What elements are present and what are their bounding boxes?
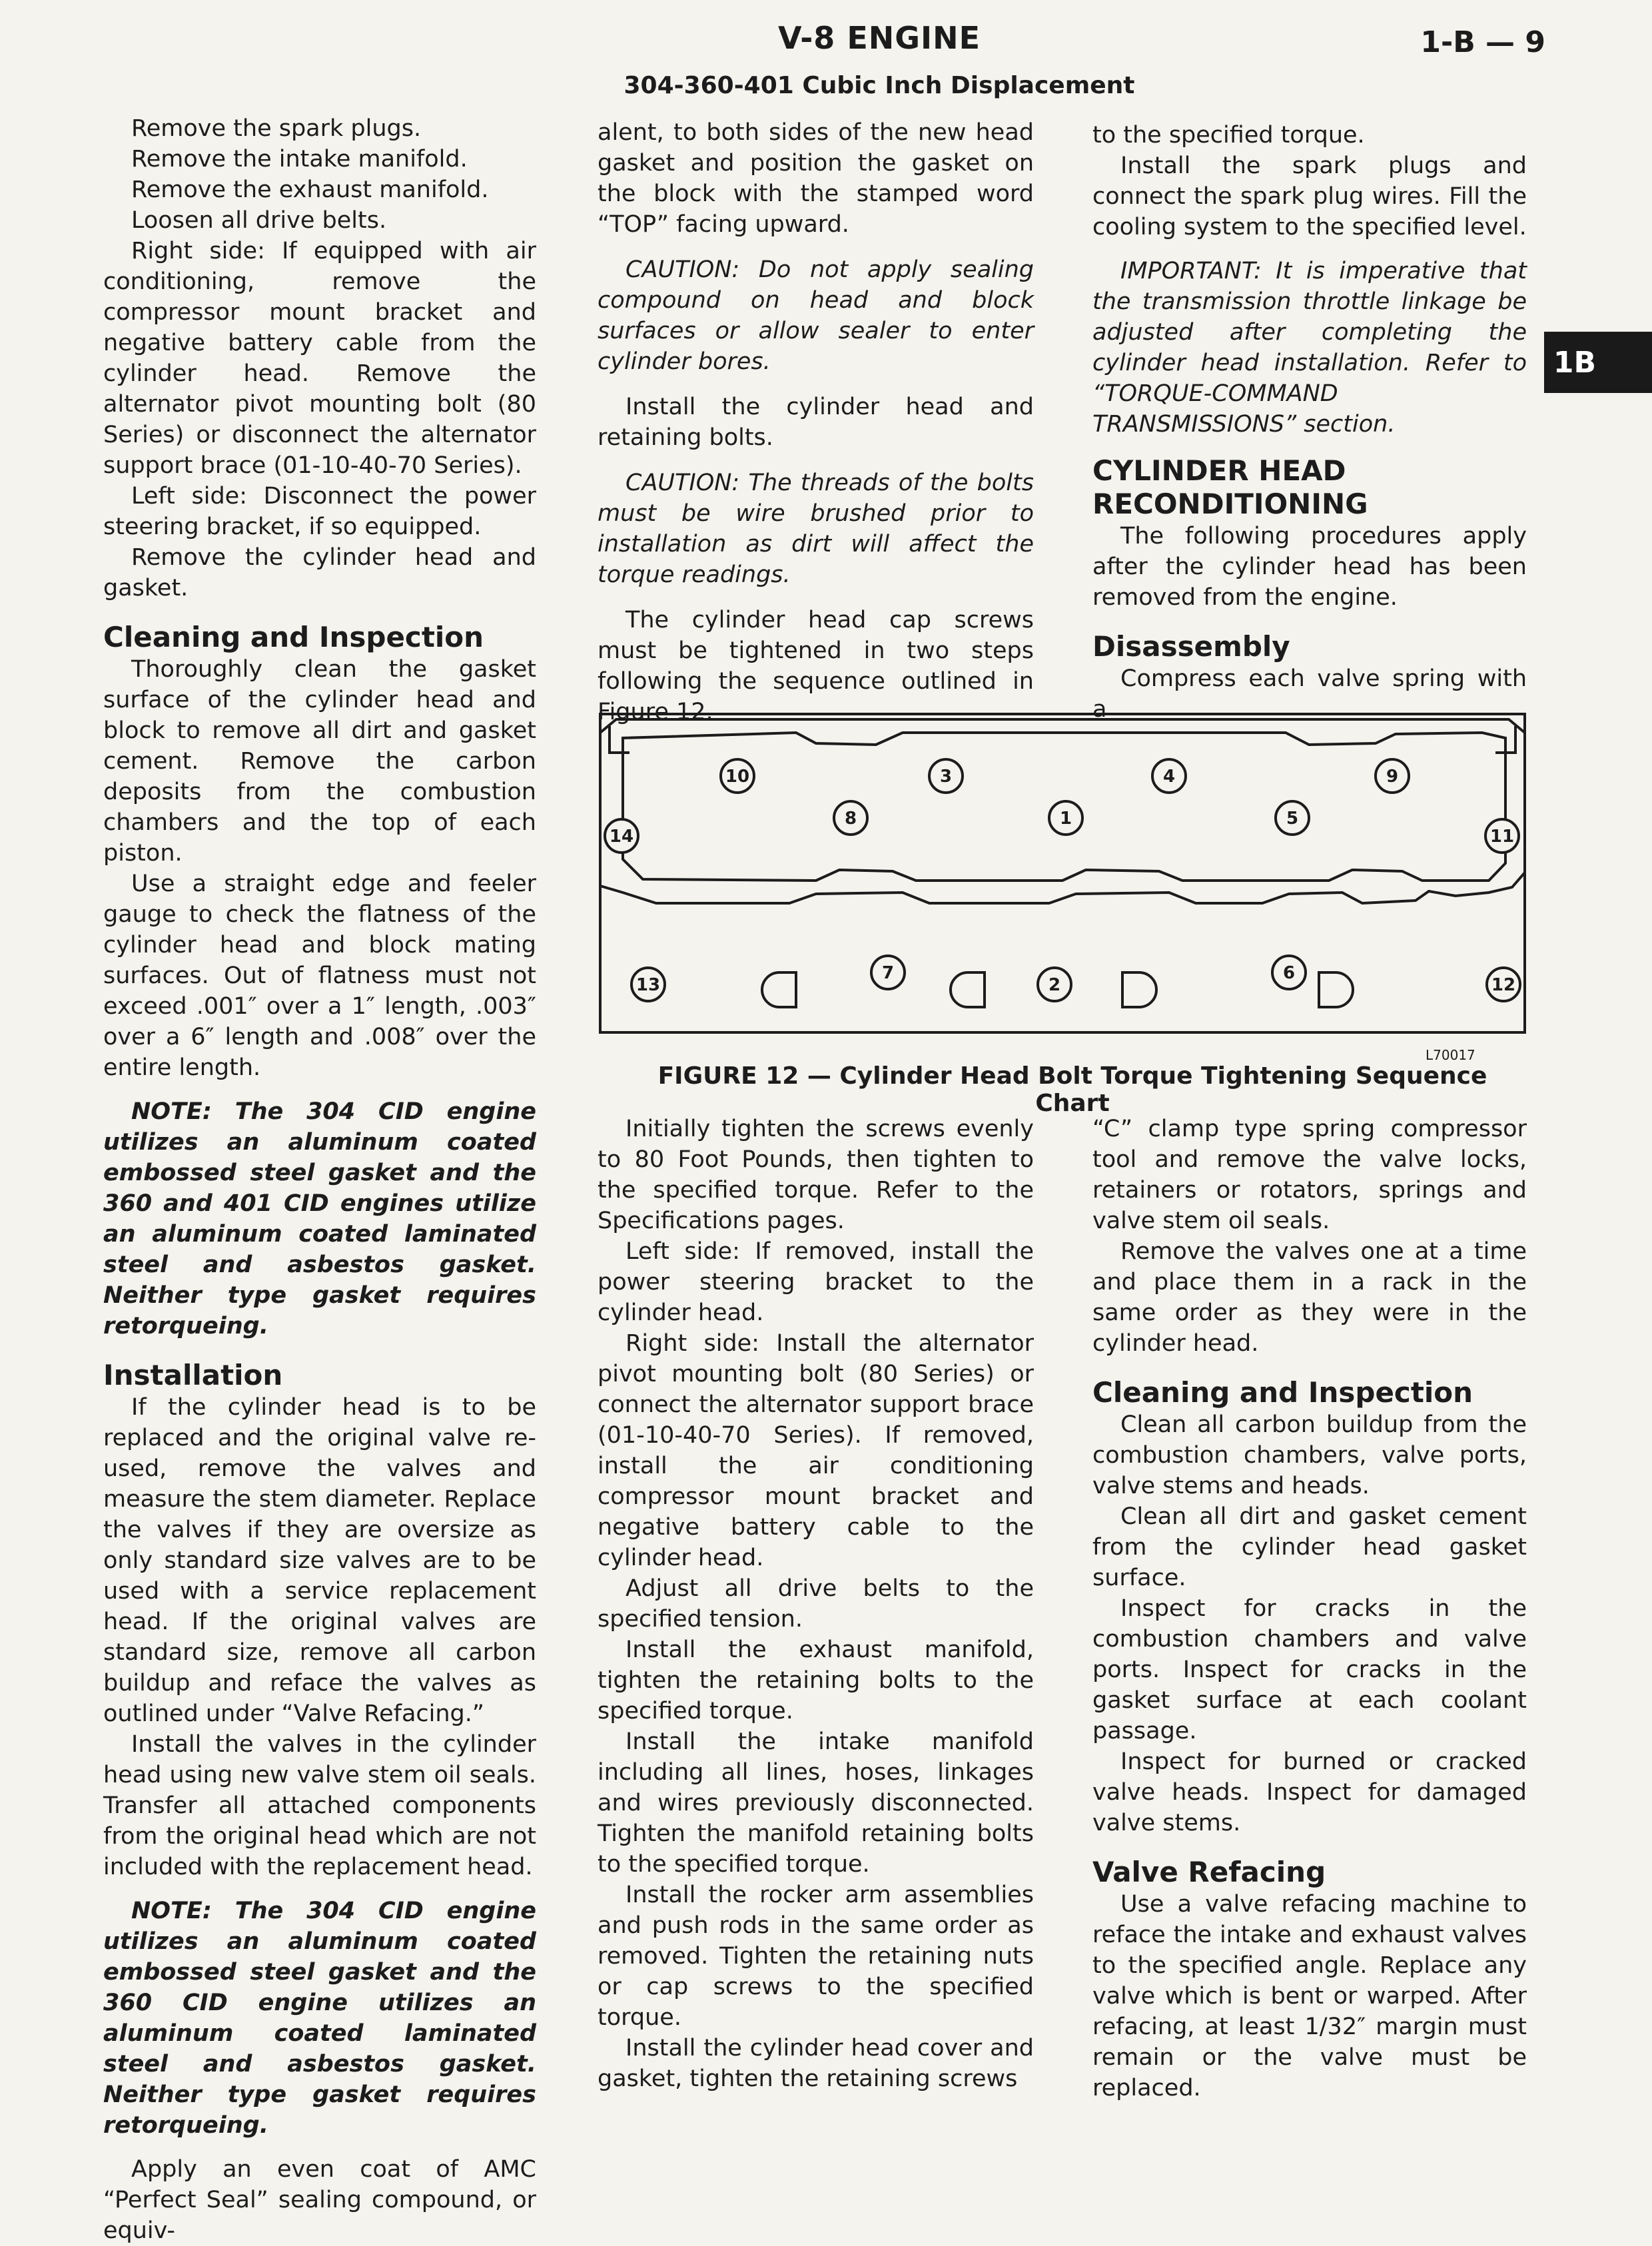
body-paragraph: Install the rocker arm assemblies and push rods in the same order as removed. Tighten the retaining nuts or cap screws to the specified torque. [598,1882,1034,2031]
body-paragraph: Compress each valve spring with a [1092,665,1527,723]
column-2-bottom [598,1114,1034,2094]
bolt-5-label: 5 [1286,809,1299,829]
bolt-13-label: 13 [635,975,661,995]
bolt-14-label: 14 [609,827,634,847]
body-paragraph: “C” clamp type spring compressor tool and remove the valve locks, retainers or rotators, springs and valve stem oil seals. [1092,1116,1527,1234]
section-tab: 1B [1544,332,1652,393]
bolt-6-label: 6 [1282,963,1296,983]
body-paragraph: Remove the exhaust manifold. [131,177,489,203]
section-heading: Valve Refacing [1092,1856,1326,1888]
body-paragraph: Clean all dirt and gasket cement from the cylinder head gasket surface. [1092,1503,1527,1591]
body-paragraph: Install the cylinder head cover and gasket, tighten the retaining screws [598,2035,1034,2092]
caution-paragraph: CAUTION: The threads of the bolts must be wire brushed prior to installation as dirt will affect the torque readings. [598,470,1034,588]
body-paragraph: Right side: If equipped with air conditioning, remove the compressor mount bracket and negative battery cable from the cylinder head. Remove the alternator pivot mounting bolt (80 Series) or disconnect the alternator support brace (01-10-40-70 Series). [103,238,536,479]
body-paragraph: Install the intake manifold including all lines, hoses, linkages and wires previously disconnected. Tighten the manifold retaining bolts to the specified torque. [598,1728,1034,1878]
body-paragraph: Initially tighten the screws evenly to 80 Foot Pounds, then tighten to the specified torque. Refer to the Specifications pages. [598,1116,1034,1234]
figure-12-bolt-sequence-diagram [596,706,1529,1039]
bolt-2-label: 2 [1048,975,1061,995]
left-end-notch [610,726,629,753]
section-heading: Disassembly [1092,630,1290,663]
bolt-7-label: 7 [881,963,895,983]
body-paragraph: Remove the cylinder head and gasket. [103,544,536,601]
note-paragraph: NOTE: The 304 CID engine utilizes an aluminum coated embossed steel gasket and the 360 CID engine utilizes an aluminum coated laminated steel and asbestos gasket. Neither type gasket requires retorqueing. [103,1898,536,2139]
section-heading-major: CYLINDER HEAD RECONDITIONING [1092,454,1368,520]
body-paragraph: Install the exhaust manifold, tighten the retaining bolts to the specified torque. [598,1637,1034,1724]
body-paragraph: Left side: Disconnect the power steering bracket, if so equipped. [103,483,536,540]
note-paragraph: NOTE: The 304 CID engine utilizes an aluminum coated embossed steel gasket and the 360 and 401 CID engines utilize an aluminum coated laminated steel and asbestos gasket. Neither type gasket requires retorqueing. [103,1098,536,1339]
figure-code: L70017 [1426,1047,1475,1063]
body-paragraph: Install the valves in the cylinder head using new valve stem oil seals. Transfer all attached components from the original head which are not included with the replacement head. [103,1731,536,1880]
bolt-3-label: 3 [939,767,953,787]
bolt-9-label: 9 [1386,767,1399,787]
body-paragraph: Use a straight edge and feeler gauge to check the flatness of the cylinder head and block mating surfaces. Out of flatness must not exceed .001″ over a 1″ length, .003″ over a 6″ length and .008″ over the entire length. [103,871,536,1081]
section-heading: Installation [103,1359,283,1391]
column-3-top [1092,120,1527,725]
caution-paragraph: CAUTION: Do not apply sealing compound on head and block surfaces or allow sealer to enter cylinder bores. [598,256,1034,375]
body-paragraph: Use a valve refacing machine to reface the intake and exhaust valves to the specified angle. Replace any valve which is bent or warped. After refacing, at least 1/32″ margin must remain or the valve must be replaced. [1092,1891,1527,2101]
body-paragraph: Left side: If removed, install the power steering bracket to the cylinder head. [598,1238,1034,1326]
bolt-11-label: 11 [1489,827,1515,847]
body-paragraph: The following procedures apply after the cylinder head has been removed from the engine. [1092,523,1527,611]
port-shape-3 [1122,972,1156,1007]
body-paragraph: Clean all carbon buildup from the combustion chambers, valve ports, valve stems and heads. [1092,1411,1527,1499]
port-shape-1 [762,972,796,1007]
column-1 [103,113,536,2246]
port-shape-2 [951,972,985,1007]
body-paragraph: The cylinder head cap screws must be tightened in two steps following the sequence outlined in Figure 12. [598,607,1034,725]
important-paragraph: IMPORTANT: It is imperative that the transmission throttle linkage be adjusted after completing the cylinder head installation. Refer to “TORQUE-COMMAND TRANSMISSIONS” section. [1092,258,1527,438]
body-paragraph: Remove the spark plugs. [131,115,422,142]
bolt-8-label: 8 [844,809,857,829]
port-shape-4 [1319,972,1353,1007]
body-paragraph: If the cylinder head is to be replaced and the original valve re-used, remove the valves and measure the stem diameter. Replace the valves if they are oversize as only standard size valves are to be used with a service replacement head. If the original valves are standard size, remove all carbon buildup and reface the valves as outlined under “Valve Refacing.” [103,1394,536,1727]
body-paragraph: Inspect for cracks in the combustion chambers and valve ports. Inspect for cracks in the gasket surface at each coolant passage. [1092,1595,1527,1744]
body-paragraph: Remove the intake manifold. [131,146,468,173]
bolt-1-label: 1 [1059,809,1072,829]
bolt-10-label: 10 [725,767,750,787]
body-paragraph: Right side: Install the alternator pivot mounting bolt (80 Series) or connect the alternator support brace (01-10-40-70 Series). If removed, install the air conditioning compressor mount bracket and negative battery cable to the cylinder head. [598,1330,1034,1571]
column-3-bottom [1092,1114,1527,2103]
body-paragraph: alent, to both sides of the new head gasket and position the gasket on the block with the stamped word “TOP” facing upward. [598,119,1034,238]
body-paragraph: to the specified torque. [1092,122,1365,149]
body-paragraph: Thoroughly clean the gasket surface of the cylinder head and block to remove all dirt and gasket cement. Remove the carbon deposits from the combustion chambers and the top of each piston. [103,656,536,867]
body-paragraph: Install the cylinder head and retaining bolts. [598,394,1034,451]
page-number: 1-B — 9 [1420,25,1545,59]
figure-caption: FIGURE 12 — Cylinder Head Bolt Torque Tightening Sequence Chart [657,1062,1487,1117]
body-paragraph: Remove the valves one at a time and place them in a rack in the same order as they were in the cylinder head. [1092,1238,1527,1357]
page-subtitle: 304-360-401 Cubic Inch Displacement [623,72,1135,99]
body-paragraph: Loosen all drive belts. [131,207,387,234]
bolt-12-label: 12 [1491,975,1516,995]
column-2-top [598,117,1034,727]
body-paragraph: Inspect for burned or cracked valve heads. Inspect for damaged valve stems. [1092,1748,1527,1836]
body-paragraph: Install the spark plugs and connect the spark plug wires. Fill the cooling system to the specified level. [1092,153,1527,240]
body-paragraph: Adjust all drive belts to the specified tension. [598,1575,1034,1633]
section-heading: Cleaning and Inspection [103,621,484,653]
page-title: V-8 ENGINE [777,20,981,56]
bolt-4-label: 4 [1162,767,1176,787]
body-paragraph: Apply an even coat of AMC “Perfect Seal” sealing compound, or equiv- [103,2156,536,2244]
section-heading: Cleaning and Inspection [1092,1376,1473,1409]
